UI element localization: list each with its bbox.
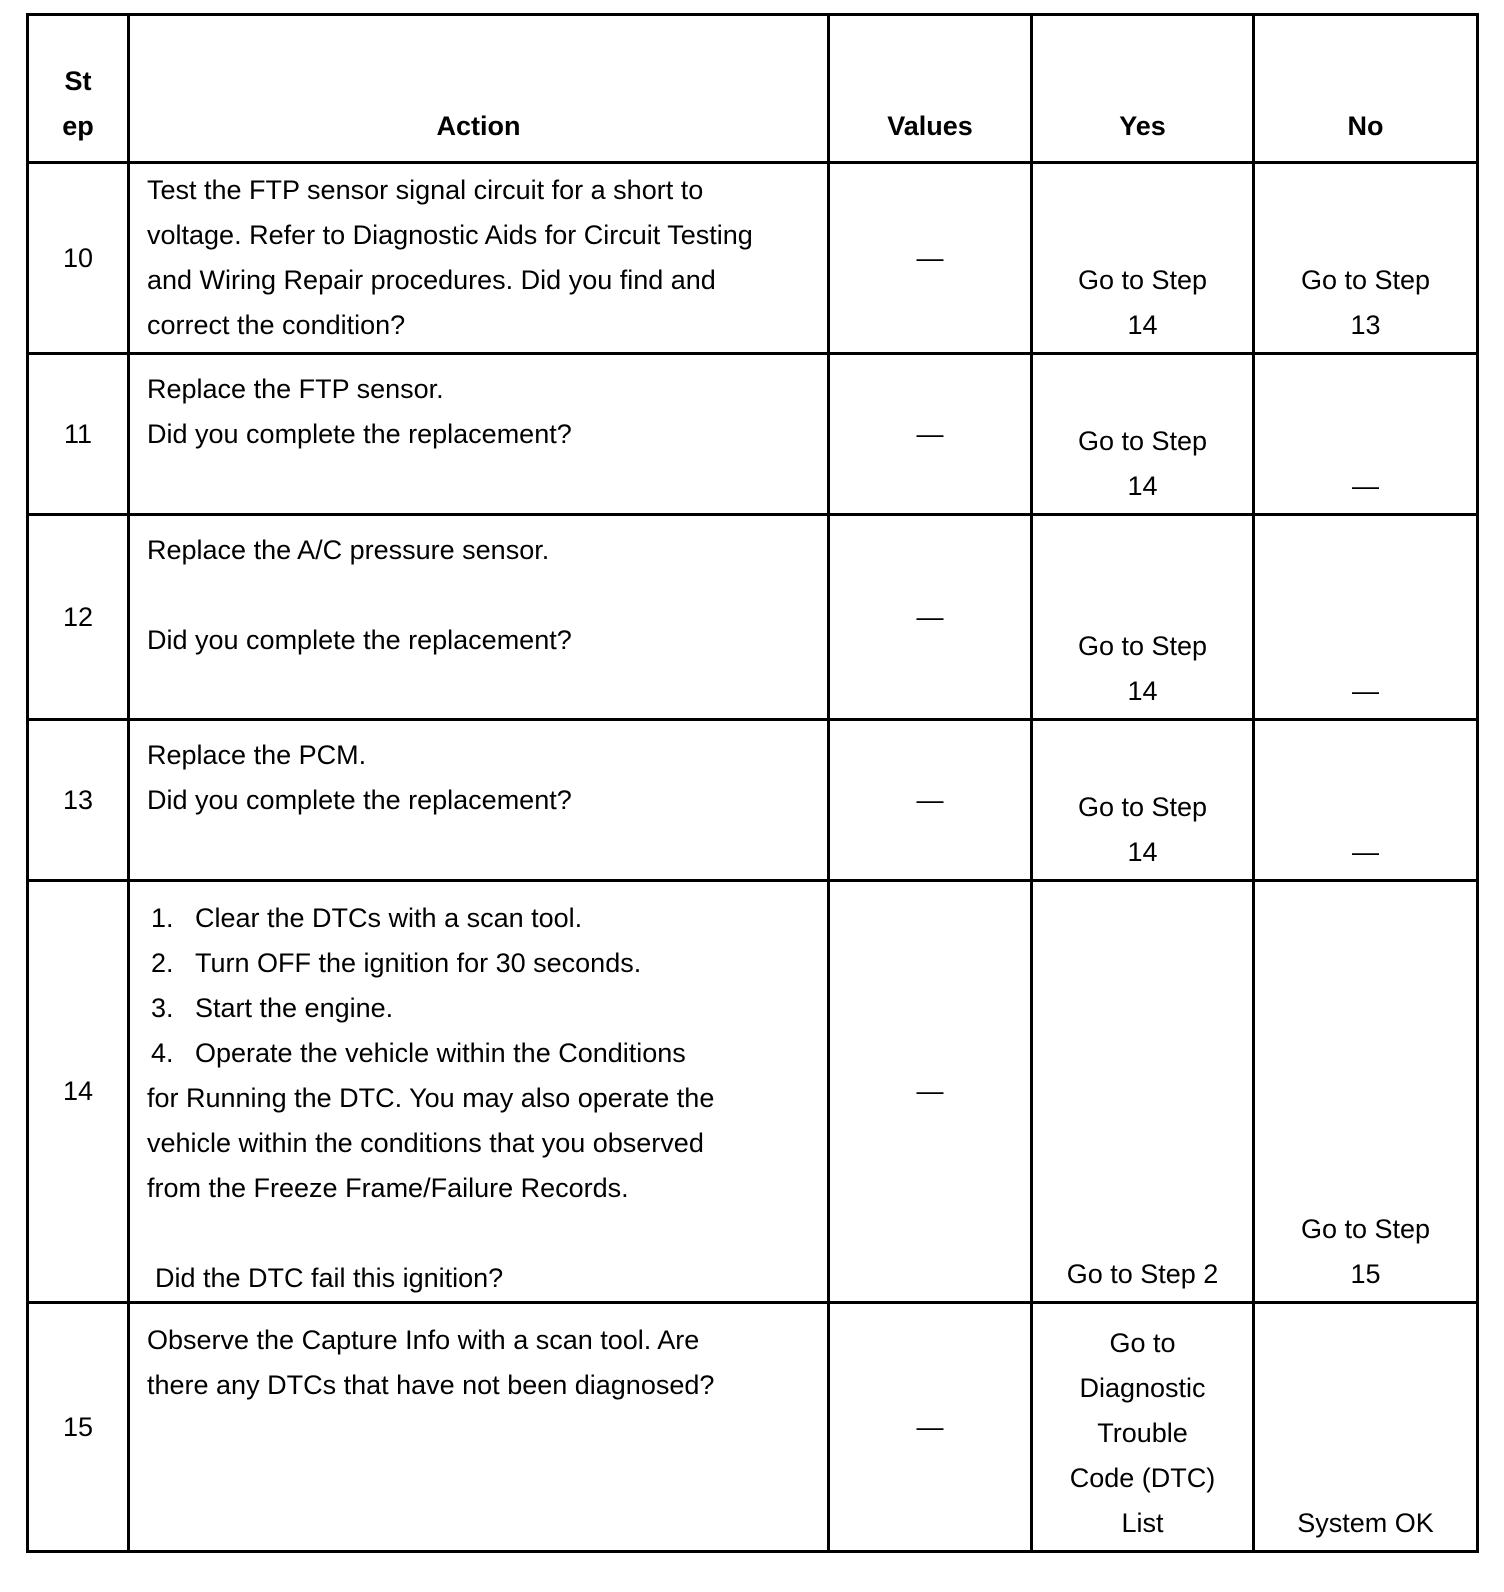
step-number: 11 (28, 354, 129, 515)
values-cell: — (829, 354, 1032, 515)
list-item: 2. Turn OFF the ignition for 30 seconds. (151, 948, 642, 978)
yes-cell: Go to Step 14 (1032, 515, 1254, 720)
header-row (28, 15, 1478, 163)
values-cell: — (829, 720, 1032, 881)
step-number: 15 (28, 1303, 129, 1552)
no-cell: System OK (1254, 1303, 1478, 1552)
values-cell: — (829, 1303, 1032, 1552)
no-cell: Go to Step 15 (1254, 881, 1478, 1303)
header-yes: Yes (1032, 15, 1254, 163)
header-values: Values (829, 15, 1032, 163)
step-number: 14 (28, 881, 129, 1303)
table-row (28, 881, 1478, 1303)
no-cell: — (1254, 720, 1478, 881)
values-cell: — (829, 163, 1032, 354)
step-number: 12 (28, 515, 129, 720)
table-row (28, 163, 1478, 354)
values-cell: — (829, 515, 1032, 720)
yes-cell: Go to Step 14 (1032, 163, 1254, 354)
table-row (28, 720, 1478, 881)
action-cell: 1. Clear the DTCs with a scan tool. 2. Turn OFF the ignition for 30 seconds. 3. Start the engine. 4. Operate the vehicle within the Conditions for Running the DTC. You may also operate the vehicle within the conditions that you observed from the Freeze Frame/Failure Records. Did the DTC fail this ignition? (129, 881, 829, 1303)
table-row (28, 1303, 1478, 1552)
list-item: 4. Operate the vehicle within the Conditions (151, 1038, 686, 1068)
yes-cell: Go to Step 14 (1032, 354, 1254, 515)
yes-cell: Go to Diagnostic Trouble Code (DTC) List (1032, 1303, 1254, 1552)
action-cell: Replace the A/C pressure sensor. Did you complete the replacement? (129, 515, 829, 720)
table-row (28, 354, 1478, 515)
header-action: Action (129, 15, 829, 163)
yes-cell: Go to Step 14 (1032, 720, 1254, 881)
header-step: St ep (28, 15, 129, 163)
list-item: 3. Start the engine. (151, 993, 394, 1023)
header-no: No (1254, 15, 1478, 163)
question-text: Did the DTC fail this ignition? (155, 1263, 504, 1293)
action-cell: Replace the FTP sensor. Did you complete the replacement? (129, 354, 829, 515)
no-cell: — (1254, 354, 1478, 515)
values-cell: — (829, 881, 1032, 1303)
list-item: 1. Clear the DTCs with a scan tool. (151, 903, 583, 933)
diagnostic-table (26, 13, 1479, 1553)
action-cell: Observe the Capture Info with a scan tool. Are there any DTCs that have not been diagnosed? (129, 1303, 829, 1552)
table-row (28, 515, 1478, 720)
step-number: 10 (28, 163, 129, 354)
no-cell: Go to Step 13 (1254, 163, 1478, 354)
no-cell: — (1254, 515, 1478, 720)
action-cell: Test the FTP sensor signal circuit for a short to voltage. Refer to Diagnostic Aids for Circuit Testing and Wiring Repair procedures. Did you find and correct the condition? (129, 163, 829, 354)
yes-cell: Go to Step 2 (1032, 881, 1254, 1303)
action-cell: Replace the PCM. Did you complete the replacement? (129, 720, 829, 881)
step-number: 13 (28, 720, 129, 881)
